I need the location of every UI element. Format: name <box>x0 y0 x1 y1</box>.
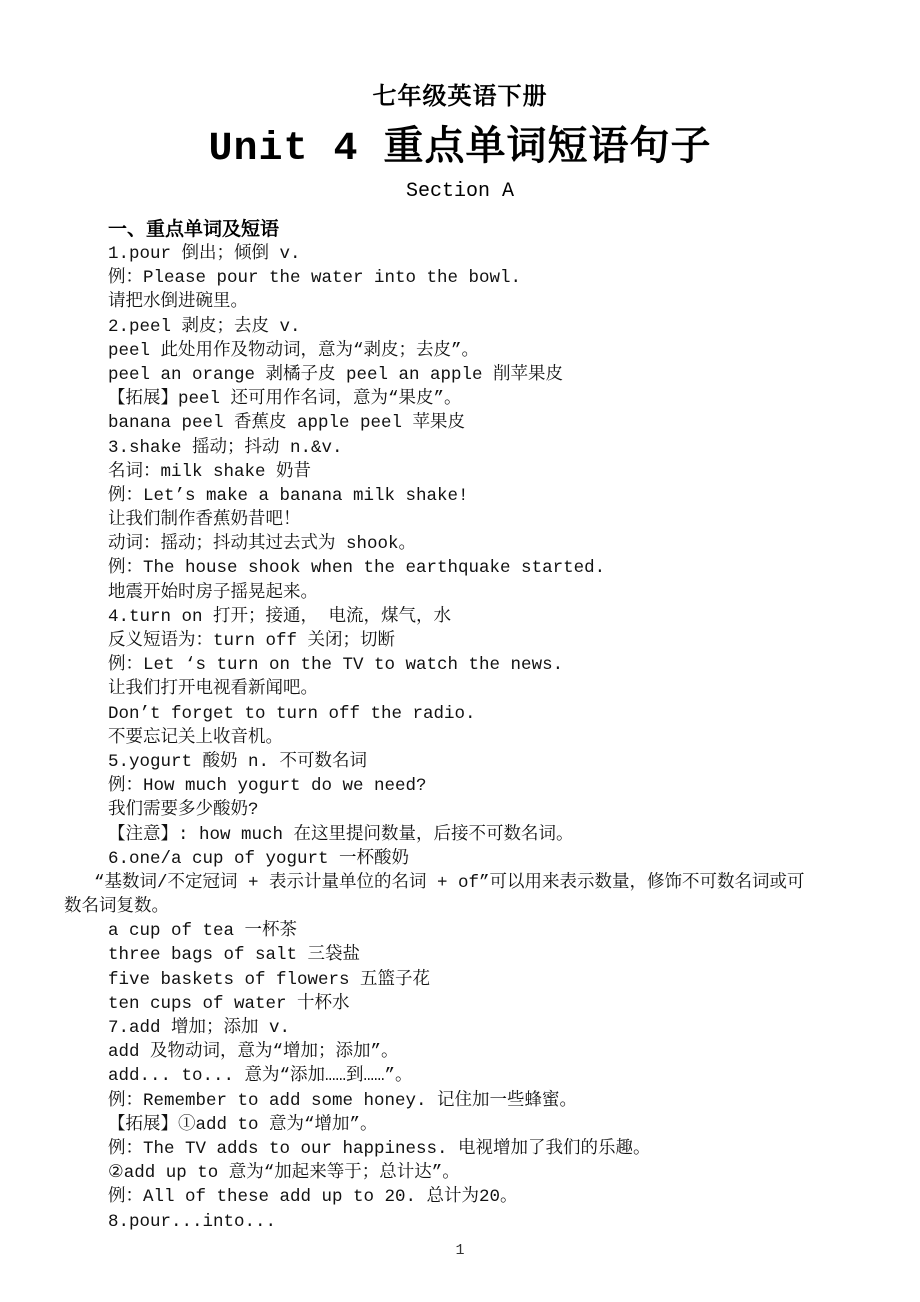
text-line: 让我们制作香蕉奶昔吧！ <box>108 510 301 531</box>
body-text <box>64 242 864 1234</box>
text-line: 让我们打开电视看新闻吧。 <box>108 679 318 700</box>
text-line: banana peel 香蕉皮 apple peel 苹果皮 <box>108 413 466 434</box>
text-line: three bags of salt 三袋盐 <box>108 945 361 966</box>
text-line: 8.pour...into... <box>108 1211 277 1232</box>
text-line: 例：Remember to add some honey. 记住加一些蜂蜜。 <box>108 1090 578 1111</box>
text-line: 例：All of these add up to 20. 总计为20。 <box>108 1187 518 1208</box>
text-line: ②add up to 意为“加起来等于；总计达”。 <box>108 1163 460 1184</box>
text-line: a cup of tea 一杯茶 <box>108 921 298 942</box>
text-line: 例：The house shook when the earthquake started. <box>108 558 606 579</box>
text-line: 数名词复数。 <box>64 897 169 918</box>
text-line: 动词：摇动；抖动其过去式为 shook。 <box>108 534 417 555</box>
text-line: 我们需要多少酸奶? <box>108 800 259 821</box>
text-line: Don’t forget to turn off the radio. <box>108 703 476 724</box>
text-line: add 及物动词，意为“增加；添加”。 <box>108 1042 399 1063</box>
text-line: 地震开始时房子摇晃起来。 <box>108 582 318 603</box>
text-line: 3.shake 摇动；抖动 n.&v. <box>108 437 343 458</box>
text-line: 不要忘记关上收音机。 <box>108 727 283 748</box>
text-line: 【注意】: how much 在这里提问数量，后接不可数名词。 <box>108 824 574 845</box>
text-line: 请把水倒进碗里。 <box>108 292 248 313</box>
text-line: 名词：milk shake 奶昔 <box>108 461 312 482</box>
text-line: 4.turn on 打开；接通， 电流，煤气，水 <box>108 606 452 627</box>
text-line: five baskets of flowers 五篮子花 <box>108 969 431 990</box>
text-line: peel an orange 剥橘子皮 peel an apple 削苹果皮 <box>108 364 564 385</box>
text-line: 例：Let ‘s turn on the TV to watch the news. <box>108 655 564 676</box>
text-line: 例：How much yogurt do we need? <box>108 776 427 797</box>
text-line: 1.pour 倒出；倾倒 v. <box>108 244 301 264</box>
text-line: “基数词/不定冠词 + 表示计量单位的名词 + of”可以用来表示数量，修饰不可数名词或可 <box>94 872 805 893</box>
text-line: 7.add 增加；添加 v. <box>108 1018 291 1038</box>
section-title: Section A <box>405 180 515 203</box>
text-line: 【拓展】①add to 意为“增加”。 <box>108 1114 378 1135</box>
text-line: 例：Please pour the water into the bowl. <box>108 268 522 289</box>
text-line: ten cups of water 十杯水 <box>108 993 350 1014</box>
page-number: 1 <box>455 1242 465 1259</box>
section-heading: 一、重点单词及短语 <box>108 219 280 240</box>
course-title: 七年级英语下册 <box>372 83 548 110</box>
text-line: 反义短语为：turn off 关闭；切断 <box>108 631 396 651</box>
text-line: peel 此处用作及物动词，意为“剥皮；去皮”。 <box>108 340 480 361</box>
text-line: add... to... 意为“添加……到……”。 <box>108 1066 413 1087</box>
unit-title: Unit 4 重点单词短语句子 <box>208 127 712 172</box>
text-line: 例：Let’s make a banana milk shake! <box>108 485 469 506</box>
text-line: 2.peel 剥皮；去皮 v. <box>108 316 301 337</box>
text-line: 6.one/a cup of yogurt 一杯酸奶 <box>108 848 410 869</box>
text-line: 例：The TV adds to our happiness. 电视增加了我们的乐趣。 <box>108 1138 651 1159</box>
text-line: 【拓展】peel 还可用作名词，意为“果皮”。 <box>108 389 462 410</box>
text-line: 5.yogurt 酸奶 n. 不可数名词 <box>108 751 368 772</box>
